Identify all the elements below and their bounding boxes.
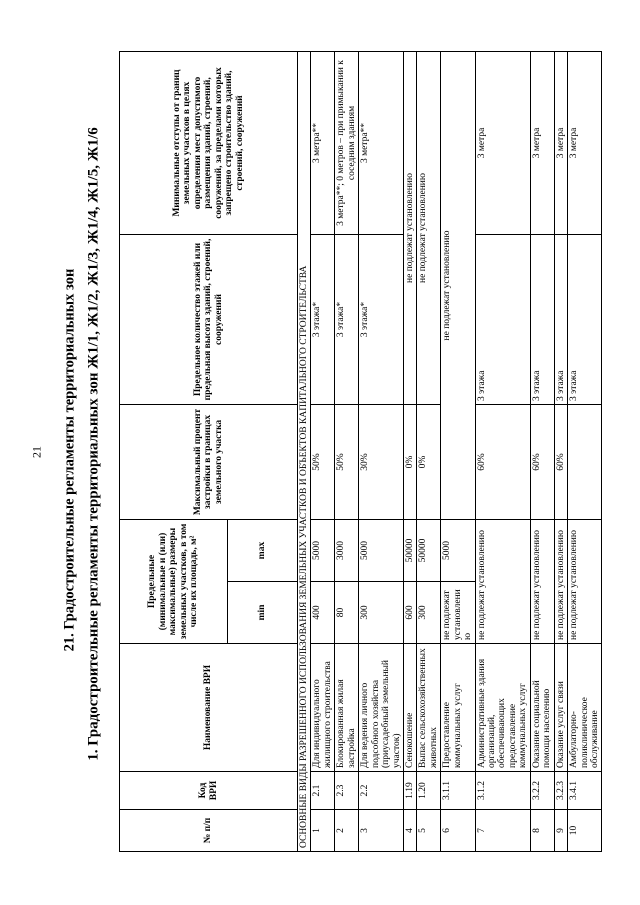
- cell-indent: 3 метра**: [311, 52, 335, 235]
- cell-floors: 3 этажа: [568, 235, 602, 405]
- cell-num: 10: [568, 810, 602, 852]
- cell-name: Административные здания организаций, обеспечивающих предоставление коммунальных услуг: [475, 644, 530, 772]
- page-number: 21: [29, 446, 44, 458]
- cell-code: 1.20: [417, 772, 441, 810]
- cell-num: 1: [311, 810, 335, 852]
- table-row: [417, 52, 441, 852]
- cell-indent: 3 метра**; 0 метров – при примыкании к соседним зданиям: [335, 52, 359, 235]
- header-min: min: [228, 582, 298, 644]
- regulations-table-wrapper: [119, 52, 640, 852]
- cell-floors: 3 этажа: [554, 235, 567, 405]
- cell-code: 2.2: [359, 772, 404, 810]
- cell-indent: 3 метра: [554, 52, 567, 235]
- cell-code: 3.1.2: [475, 772, 530, 810]
- cell-min: не подлежат установлению: [441, 582, 475, 644]
- cell-code: 2.3: [335, 772, 359, 810]
- cell-max: 50000: [417, 520, 441, 582]
- cell-name: Амбулаторно-поликлиническое обслуживание: [568, 644, 602, 772]
- cell-size-not-applicable: не подлежат установлению: [568, 520, 602, 644]
- regulations-table: [119, 51, 602, 852]
- cell-size-not-applicable: не подлежат установлению: [475, 520, 530, 644]
- table-row: [530, 52, 554, 852]
- cell-code: 3.2.2: [530, 772, 554, 810]
- cell-not-applicable: не подлежат установлению: [403, 52, 416, 405]
- cell-percent: 0%: [403, 405, 416, 520]
- cell-percent: 60%: [475, 405, 530, 520]
- cell-percent: 30%: [359, 405, 404, 520]
- cell-name: Оказание социальной помощи населению: [530, 644, 554, 772]
- header-num: № п/п: [120, 810, 298, 852]
- cell-max: 5000: [359, 520, 404, 582]
- cell-code: 2.1: [311, 772, 335, 810]
- cell-size-not-applicable: не подлежат установлению: [530, 520, 554, 644]
- header-size-group: Предельные (минимальные и (или) максимальные) размеры земельных участков, в том числе их площадь, м²: [120, 520, 228, 644]
- header-indent: Минимальные отступы от границ земельных участков в целях определения мест допустимого размещения зданий, строений, сооружений, за пределами которых запрещено строительство зданий, строений, сооружений: [120, 52, 298, 235]
- cell-name: Выпас сельскохозяйственных животных: [417, 644, 441, 772]
- section-heading: 21. Градостроительные регламенты территориальных зон: [61, 268, 78, 652]
- cell-percent: 50%: [311, 405, 335, 520]
- cell-max: 3000: [335, 520, 359, 582]
- header-max: max: [228, 520, 298, 582]
- cell-min: 300: [359, 582, 404, 644]
- cell-indent: 3 метра: [568, 52, 602, 235]
- table-row: [335, 52, 359, 852]
- cell-max: 50000: [403, 520, 416, 582]
- cell-num: 2: [335, 810, 359, 852]
- cell-not-applicable: не подлежат установлению: [441, 52, 475, 520]
- cell-name: Предоставление коммунальных услуг: [441, 644, 475, 772]
- table-row: [554, 52, 567, 852]
- cell-min: 300: [417, 582, 441, 644]
- header-percent: Максимальный процент застройки в границах земельного участка: [120, 405, 298, 520]
- cell-percent: 50%: [335, 405, 359, 520]
- cell-name: Оказание услуг связи: [554, 644, 567, 772]
- cell-name: Для ведения личного подсобного хозяйства (приусадебный земельный участок): [359, 644, 404, 772]
- cell-min: 80: [335, 582, 359, 644]
- cell-name: Для индивидуального жилищного строительства: [311, 644, 335, 772]
- cell-indent: 3 метра: [475, 52, 530, 235]
- cell-min: 600: [403, 582, 416, 644]
- cell-code: 1.19: [403, 772, 416, 810]
- cell-num: 4: [403, 810, 416, 852]
- cell-percent: 0%: [417, 405, 441, 520]
- cell-num: 3: [359, 810, 404, 852]
- table-row: [441, 52, 475, 852]
- section-title-row: ОСНОВНЫЕ ВИДЫ РАЗРЕШЕННОГО ИСПОЛЬЗОВАНИЯ ЗЕМЕЛЬНЫХ УЧАСТКОВ И ОБЪЕКТОВ КАПИТАЛЬНОГО СТРОИТЕЛЬСТВА: [298, 52, 311, 852]
- cell-floors: 3 этажа*: [335, 235, 359, 405]
- table-row: [568, 52, 602, 852]
- cell-floors: 3 этажа*: [359, 235, 404, 405]
- header-floors: Предельное количество этажей или предельная высота зданий, строений, сооружений: [120, 235, 298, 405]
- cell-percent: [568, 405, 602, 520]
- cell-not-applicable: не подлежат установлению: [417, 52, 441, 405]
- cell-min: 400: [311, 582, 335, 644]
- cell-num: 6: [441, 810, 475, 852]
- cell-num: 9: [554, 810, 567, 852]
- cell-floors: 3 этажа: [530, 235, 554, 405]
- header-code: Код ВРИ: [120, 772, 298, 810]
- cell-num: 7: [475, 810, 530, 852]
- cell-floors: 3 этажа*: [311, 235, 335, 405]
- cell-max: 5000: [311, 520, 335, 582]
- cell-num: 5: [417, 810, 441, 852]
- cell-max: 5000: [441, 520, 475, 582]
- cell-code: 3.2.3: [554, 772, 567, 810]
- cell-code: 3.4.1: [568, 772, 602, 810]
- cell-num: 8: [530, 810, 554, 852]
- table-row: [475, 52, 530, 852]
- table-row: [403, 52, 416, 852]
- table-row: [311, 52, 335, 852]
- cell-name: Сенокошение: [403, 644, 416, 772]
- cell-size-not-applicable: не подлежат установлению: [554, 520, 567, 644]
- cell-code: 3.1.1: [441, 772, 475, 810]
- cell-percent: 60%: [554, 405, 567, 520]
- cell-floors: 3 этажа: [475, 235, 530, 405]
- cell-name: Блокированная жилая застройка: [335, 644, 359, 772]
- subsection-heading: 1. Градостроительные регламенты территориальных зон Ж1/1, Ж1/2, Ж1/3, Ж1/4, Ж1/5, Ж1/6: [85, 127, 102, 761]
- table-row: [359, 52, 404, 852]
- cell-percent: 60%: [530, 405, 554, 520]
- cell-indent: 3 метра: [530, 52, 554, 235]
- cell-indent: 3 метра**: [359, 52, 404, 235]
- header-name: Наименование ВРИ: [120, 644, 298, 772]
